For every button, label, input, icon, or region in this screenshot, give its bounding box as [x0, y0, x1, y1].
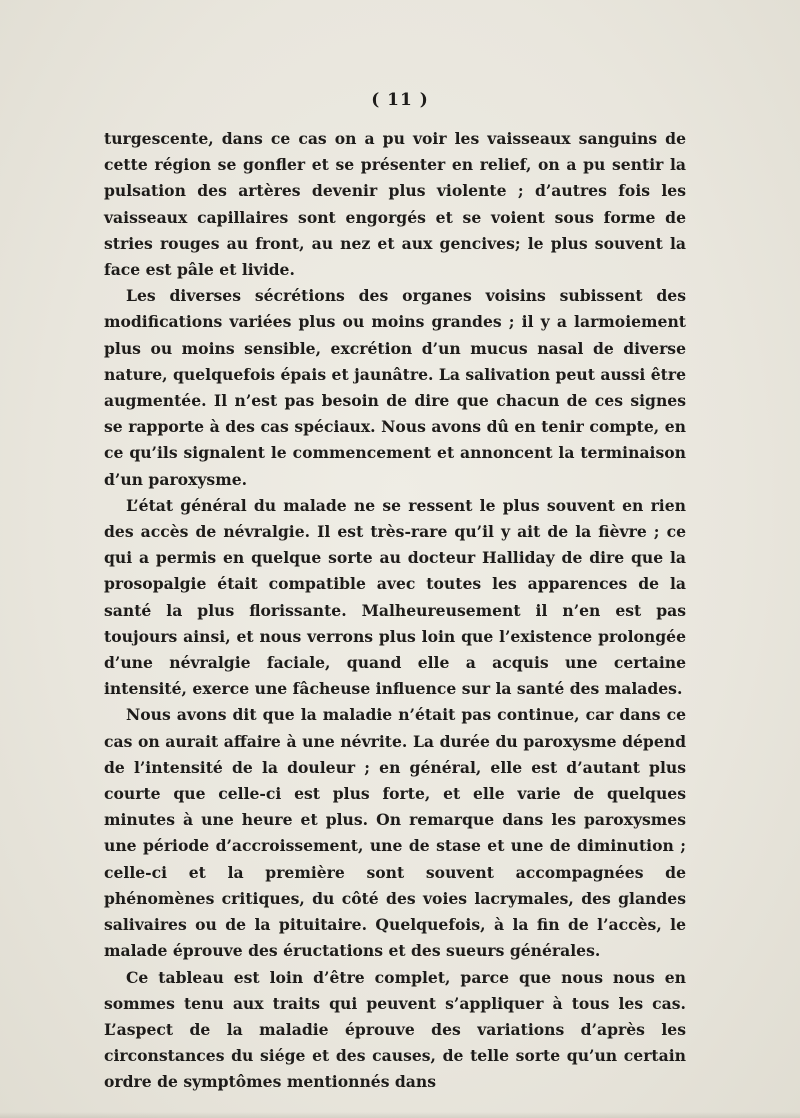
paragraph-3: L’état général du malade ne se ressent le plus souvent en rien des accès de névralgie. Il est très-rare qu’il y ait de la fièvre ; ce qui a permis en quelque sorte au docteur Halliday de dire que la prosopalgie était compatible avec toutes les apparences de la santé la plus florissante. Malheureusement il n’en est pas toujours ainsi, et nous verrons plus loin que l’existence prolongée d’une névralgie faciale, quand elle a acquis une certaine intensité, exerce une fâcheuse influence sur la santé des malades.: [104, 495, 686, 699]
page-number: ( 11 ): [371, 90, 429, 110]
paragraph-5: Ce tableau est loin d’être complet, parce que nous nous en sommes tenu aux traits qui peuvent s’appliquer à tous les cas. L’aspect de la maladie éprouve des variations d’après les circonstances du siége et des causes, de telle sorte qu’un certain ordre de symptômes mentionnés dans: [104, 967, 686, 1092]
body-text: [104, 126, 686, 1096]
paragraph-1: turgescente, dans ce cas on a pu voir les vaisseaux sanguins de cette région se gonfler et se présenter en relief, on a pu sentir la pulsation des artères devenir plus violente ; d’autres fois les vaisseaux capillaires sont engorgés et se voient sous forme de stries rouges au front, au nez et aux gencives; le plus souvent la face est pâle et livide.: [104, 129, 686, 280]
paragraph-2: Les diverses sécrétions des organes voisins subissent des modifications variées plus ou moins grandes ; il y a larmoiement plus ou moins sensible, excrétion d’un mucus nasal de diverse nature, quelquefois épais et jaunâtre. La salivation peut aussi être augmentée. Il n’est pas besoin de dire que chacun de ces signes se rapporte à des cas spéciaux. Nous avons dû en tenir compte, en ce qu’ils signalent le commencement et annoncent la terminaison d’un paroxysme.: [104, 286, 686, 489]
page-edge-shadow: [0, 1112, 800, 1118]
paragraph-4: Nous avons dit que la maladie n’était pas continue, car dans ce cas on aurait affaire à une névrite. La durée du paroxysme dépend de l’intensité de la douleur ; en général, elle est d’autant plus courte que celle-ci est plus forte, et elle varie de quelques minutes à une heure et plus. On remarque dans les paroxysmes une période d’accroissement, une de stase et une de diminution ; celle-ci et la première sont souvent accompagnées de phénomènes critiques, du côté des voies lacrymales, des glandes salivaires ou de la pituitaire. Quelquefois, à la fin de l’accès, le malade éprouve des éructations et des sueurs générales.: [104, 705, 686, 961]
